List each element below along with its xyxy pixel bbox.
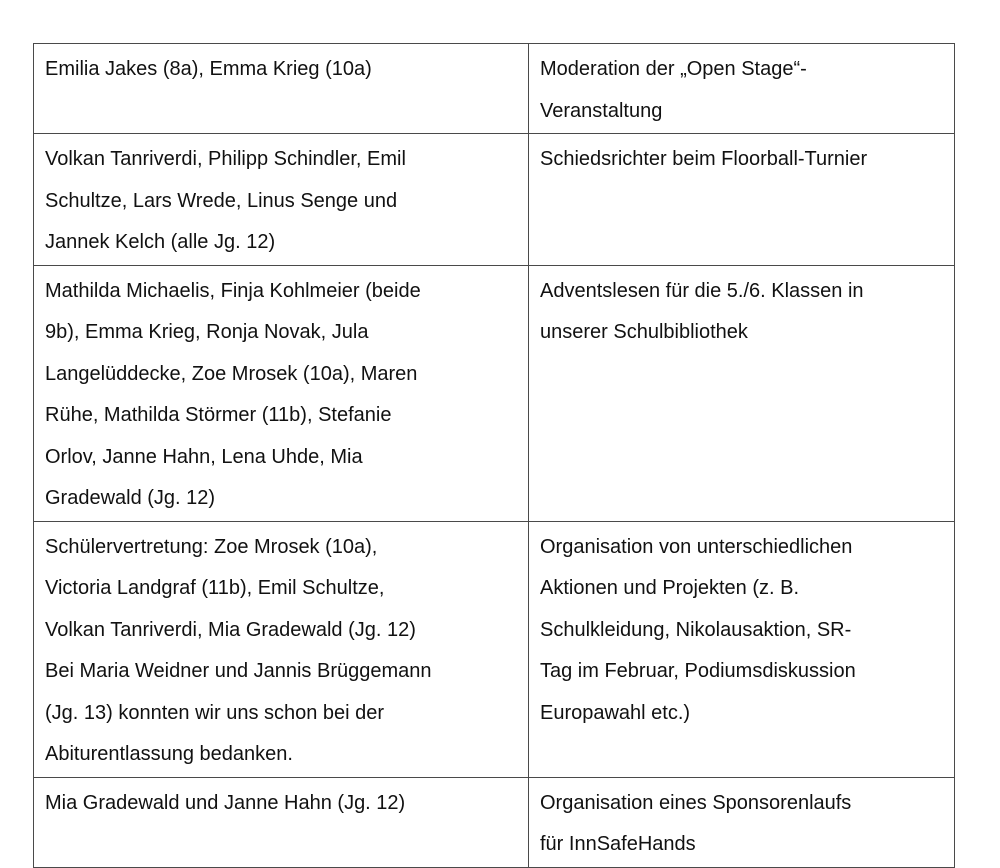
cell-text-line: Moderation der „Open Stage“- — [540, 58, 807, 80]
cell-text-line: Europawahl etc.) — [540, 701, 691, 724]
cell-text-line: Emilia Jakes (8a), Emma Krieg (10a) — [45, 58, 372, 80]
cell-text-line: Organisation von unterschiedlichen — [540, 535, 853, 558]
cell-text-line: Gradewald (Jg. 12) — [45, 487, 216, 509]
cell-text-line: Schulkleidung, Nikolausaktion, SR- — [540, 618, 852, 641]
names-cell — [34, 44, 529, 134]
table-row — [34, 265, 955, 521]
names-cell — [34, 134, 529, 266]
cell-text-line: Victoria Landgraf (11b), Emil Schultze, — [45, 577, 385, 599]
names-cell — [34, 265, 529, 521]
cell-text-line: Schülervertretung: Zoe Mrosek (10a), — [45, 535, 378, 558]
cell-text-line: Bei Maria Weidner und Jannis Brüggemann — [45, 660, 432, 682]
cell-text-line: Aktionen und Projekten (z. B. — [540, 577, 800, 599]
cell-text-line: Adventslesen für die 5./6. Klassen in — [540, 279, 864, 302]
cell-text-line: Abiturentlassung bedanken. — [45, 743, 293, 765]
cell-text-line: Volkan Tanriverdi, Mia Gradewald (Jg. 12) — [45, 618, 416, 641]
table-row — [34, 777, 955, 867]
cell-text-line: für InnSafeHands — [540, 833, 696, 855]
cell-text-line: Mia Gradewald und Janne Hahn (Jg. 12) — [45, 791, 406, 814]
activity-cell — [529, 134, 955, 266]
activity-cell — [529, 777, 955, 867]
cell-text-line: Tag im Februar, Podiumsdiskussion — [540, 660, 856, 682]
activity-cell — [529, 265, 955, 521]
activity-cell — [529, 44, 955, 134]
cell-text-line: Langelüddecke, Zoe Mrosek (10a), Maren — [45, 362, 418, 385]
cell-text-line: Schultze, Lars Wrede, Linus Senge und — [45, 189, 398, 212]
activity-cell — [529, 521, 955, 777]
cell-text-line: Volkan Tanriverdi, Philipp Schindler, Emil — [45, 148, 406, 170]
acknowledgement-table — [33, 43, 955, 868]
table-row — [34, 134, 955, 266]
table-row — [34, 44, 955, 134]
cell-text-line: (Jg. 13) konnten wir uns schon bei der — [45, 701, 385, 724]
cell-text-line: Veranstaltung — [540, 99, 663, 122]
names-cell — [34, 521, 529, 777]
cell-text-line: Rühe, Mathilda Störmer (11b), Stefanie — [45, 404, 392, 426]
cell-text-line: unserer Schulbibliothek — [540, 321, 748, 343]
cell-text-line: Organisation eines Sponsorenlaufs — [540, 791, 852, 814]
cell-text-line: Orlov, Janne Hahn, Lena Uhde, Mia — [45, 445, 363, 468]
cell-text-line: 9b), Emma Krieg, Ronja Novak, Jula — [45, 321, 369, 343]
table-row — [34, 521, 955, 777]
cell-text-line: Mathilda Michaelis, Finja Kohlmeier (beide — [45, 279, 421, 302]
cell-text-line: Jannek Kelch (alle Jg. 12) — [45, 231, 276, 253]
cell-text-line: Schiedsrichter beim Floorball-Turnier — [540, 148, 868, 170]
names-cell — [34, 777, 529, 867]
